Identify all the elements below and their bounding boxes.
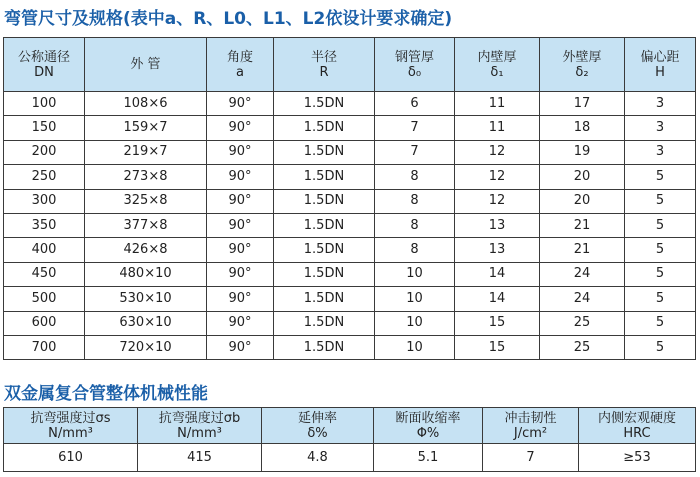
mechanical-props-header-unit: J/cm²: [513, 425, 548, 441]
table-cell: 8: [375, 213, 455, 237]
table-cell: 5: [625, 287, 696, 311]
mechanical-props-header-unit: N/mm³: [48, 425, 93, 441]
table-cell: 10: [375, 311, 455, 335]
table-cell: 12: [455, 165, 540, 189]
mechanical-props-header-label: 内侧宏观硬度: [597, 410, 676, 426]
mechanical-props-header-label: 断面收缩率: [395, 410, 461, 426]
table-cell: 1.5DN: [274, 311, 375, 335]
table-cell: 159×7: [85, 116, 207, 140]
table-cell: 1.5DN: [274, 165, 375, 189]
table-cell: 25: [540, 335, 625, 359]
table-cell: 5: [625, 238, 696, 262]
table-cell: 108×6: [85, 92, 207, 116]
table-row: [4, 287, 696, 311]
mechanical-props-header-label: 抗弯强度过σb: [158, 410, 241, 426]
table-cell: 300: [4, 189, 85, 213]
table-cell: 12: [455, 140, 540, 164]
table-cell: 273×8: [85, 165, 207, 189]
table-cell: 90°: [207, 262, 274, 286]
table-cell: 3: [625, 116, 696, 140]
bend-spec-header-label: 外 管: [130, 57, 161, 72]
mechanical-props-header-unit: δ%: [307, 425, 328, 441]
table-cell: 600: [4, 311, 85, 335]
mechanical-props-header-label: 抗弯强度过σs: [30, 410, 111, 426]
table-row: [4, 165, 696, 189]
table-cell: 11: [455, 116, 540, 140]
table-cell: 7: [375, 116, 455, 140]
bend-spec-header-cell: [540, 38, 625, 92]
bend-spec-header-unit: a: [236, 64, 244, 80]
mechanical-props-header-unit: N/mm³: [177, 425, 222, 441]
table-cell: 8: [375, 238, 455, 262]
bend-spec-header-unit: δ₂: [575, 64, 589, 80]
bend-spec-header-cell: [85, 38, 207, 92]
table-cell: 5.1: [374, 444, 483, 472]
bend-spec-title: 弯管尺寸及规格(表中a、R、L0、L1、L2依设计要求确定): [4, 9, 453, 29]
table-cell: 90°: [207, 287, 274, 311]
table-cell: 19: [540, 140, 625, 164]
table-cell: 1.5DN: [274, 213, 375, 237]
mechanical-props-header-label: 延伸率: [297, 410, 337, 426]
table-cell: 1.5DN: [274, 116, 375, 140]
bend-spec-header-cell: [274, 38, 375, 92]
table-row: [4, 140, 696, 164]
table-row: [4, 311, 696, 335]
table-cell: 5: [625, 165, 696, 189]
table-cell: 90°: [207, 335, 274, 359]
table-cell: 3: [625, 140, 696, 164]
table-cell: 1.5DN: [274, 262, 375, 286]
bend-spec-header-cell: [207, 38, 274, 92]
table-cell: 5: [625, 335, 696, 359]
bend-spec-header-cell: [375, 38, 455, 92]
bend-spec-header-label: 内壁厚: [477, 49, 517, 65]
bend-spec-header-cell: [455, 38, 540, 92]
table-row: [4, 238, 696, 262]
table-cell: 1.5DN: [274, 287, 375, 311]
table-cell: 7: [375, 140, 455, 164]
table-cell: 1.5DN: [274, 238, 375, 262]
bend-spec-header-unit: δ₁: [490, 64, 504, 80]
table-cell: 400: [4, 238, 85, 262]
table-cell: 480×10: [85, 262, 207, 286]
mechanical-props-header-unit: HRC: [623, 425, 651, 441]
bend-spec-header-unit: DN: [34, 64, 54, 80]
mechanical-props-header-cell: [579, 408, 696, 444]
table-cell: 90°: [207, 140, 274, 164]
table-cell: 13: [455, 213, 540, 237]
table-cell: 4.8: [262, 444, 374, 472]
table-cell: 500: [4, 287, 85, 311]
bend-spec-header-row: [4, 38, 696, 92]
mechanical-props-header-cell: [483, 408, 579, 444]
table-cell: 24: [540, 262, 625, 286]
mechanical-props-header-cell: [138, 408, 262, 444]
table-row: [4, 335, 696, 359]
bend-spec-header-label: 公称通径: [17, 49, 70, 65]
table-cell: 21: [540, 238, 625, 262]
table-cell: 17: [540, 92, 625, 116]
table-cell: 20: [540, 165, 625, 189]
mechanical-props-header-label: 冲击韧性: [504, 410, 557, 426]
table-cell: 5: [625, 213, 696, 237]
mechanical-props-header-unit: Φ%: [416, 425, 440, 441]
table-cell: 25: [540, 311, 625, 335]
table-cell: 100: [4, 92, 85, 116]
bend-spec-header-unit: H: [655, 64, 665, 80]
table-cell: 250: [4, 165, 85, 189]
table-cell: 90°: [207, 213, 274, 237]
table-cell: 90°: [207, 238, 274, 262]
bend-spec-header-cell: [4, 38, 85, 92]
table-cell: 12: [455, 189, 540, 213]
table-cell: 18: [540, 116, 625, 140]
table-cell: 1.5DN: [274, 189, 375, 213]
table-cell: 90°: [207, 92, 274, 116]
table-cell: 21: [540, 213, 625, 237]
table-cell: 15: [455, 335, 540, 359]
table-cell: ≥53: [579, 444, 696, 472]
table-cell: 90°: [207, 165, 274, 189]
table-cell: 450: [4, 262, 85, 286]
bend-spec-header-unit: R: [319, 64, 329, 80]
bend-spec-header-cell: [625, 38, 696, 92]
table-row: [4, 116, 696, 140]
table-row: [4, 213, 696, 237]
bend-spec-header-label: 偏心距: [640, 49, 680, 65]
table-cell: 10: [375, 262, 455, 286]
table-cell: 10: [375, 287, 455, 311]
table-cell: 530×10: [85, 287, 207, 311]
table-cell: 5: [625, 262, 696, 286]
table-cell: 350: [4, 213, 85, 237]
table-cell: 8: [375, 189, 455, 213]
table-cell: 5: [625, 189, 696, 213]
table-cell: 15: [455, 311, 540, 335]
table-cell: 20: [540, 189, 625, 213]
table-cell: 630×10: [85, 311, 207, 335]
mechanical-props-header-cell: [262, 408, 374, 444]
table-cell: 14: [455, 287, 540, 311]
bend-spec-header-label: 半径: [310, 49, 337, 65]
table-cell: 610: [4, 444, 138, 472]
table-cell: 720×10: [85, 335, 207, 359]
bend-spec-header-label: 外壁厚: [562, 49, 602, 65]
table-cell: 1.5DN: [274, 140, 375, 164]
table-row: [4, 262, 696, 286]
bend-spec-header-unit: δ₀: [407, 64, 422, 80]
table-row: [4, 92, 696, 116]
table-cell: 5: [625, 311, 696, 335]
mechanical-props-header-row: [4, 408, 696, 444]
mechanical-props-table: [3, 407, 696, 472]
bend-spec-table: [3, 37, 696, 360]
table-cell: 415: [138, 444, 262, 472]
table-cell: 200: [4, 140, 85, 164]
mechanical-props-header-cell: [4, 408, 138, 444]
table-cell: 14: [455, 262, 540, 286]
table-cell: 377×8: [85, 213, 207, 237]
mechanical-props-header-cell: [374, 408, 483, 444]
table-row: [4, 189, 696, 213]
table-cell: 90°: [207, 116, 274, 140]
table-cell: 700: [4, 335, 85, 359]
table-cell: 1.5DN: [274, 335, 375, 359]
table-cell: 150: [4, 116, 85, 140]
table-cell: 90°: [207, 189, 274, 213]
table-cell: 11: [455, 92, 540, 116]
table-cell: 8: [375, 165, 455, 189]
table-cell: 13: [455, 238, 540, 262]
table-cell: 1.5DN: [274, 92, 375, 116]
table-row: [4, 444, 696, 472]
table-cell: 24: [540, 287, 625, 311]
table-cell: 426×8: [85, 238, 207, 262]
table-cell: 3: [625, 92, 696, 116]
table-cell: 10: [375, 335, 455, 359]
table-cell: 325×8: [85, 189, 207, 213]
bend-spec-header-label: 角度: [226, 49, 253, 65]
table-cell: 7: [483, 444, 579, 472]
table-cell: 90°: [207, 311, 274, 335]
mechanical-props-title: 双金属复合管整体机械性能: [4, 384, 208, 404]
table-cell: 219×7: [85, 140, 207, 164]
bend-spec-header-label: 钢管厚: [394, 49, 434, 65]
table-cell: 6: [375, 92, 455, 116]
